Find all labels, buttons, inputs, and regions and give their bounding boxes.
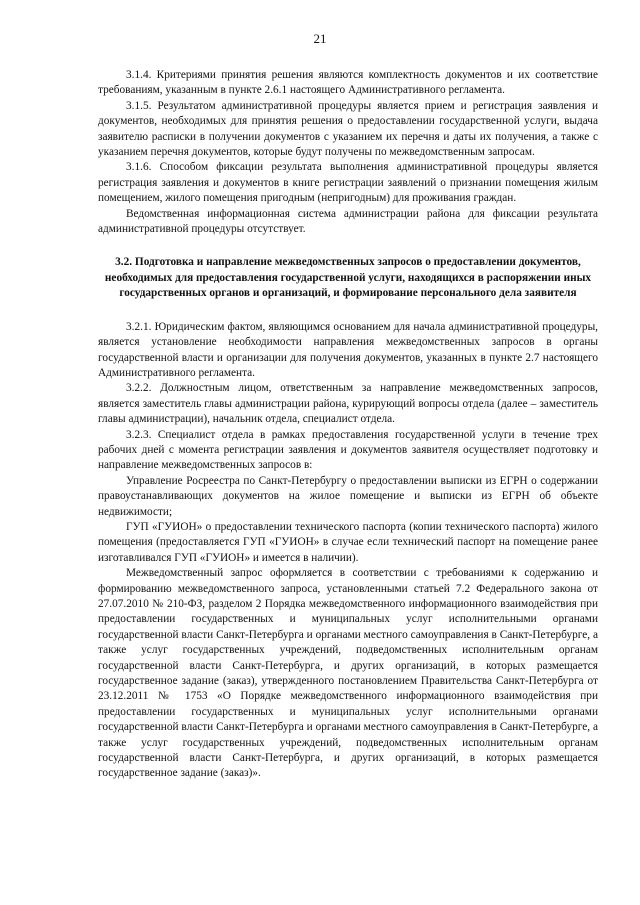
page-number: 21 <box>313 31 327 46</box>
paragraph-rosreestr: Управление Росреестра по Санкт-Петербургу о предоставлении выписки из ЕГРН о содержании правоустанавливающих документов на жилое помещение и выписки из ЕГРН об объекте недвижимости; <box>98 474 598 518</box>
paragraph-3-2-1: 3.2.1. Юридическим фактом, являющимся основанием для начала административной процедуры, является установление необходимости направления межведомственных запросов в органы государственной власти и организации для получения документов, указанных в пункте 2.7 настоящего Административного регламента. <box>98 320 598 379</box>
spacer <box>98 302 598 320</box>
section-heading-3-2: 3.2. Подготовка и направление межведомственных запросов о предоставлении документов, необходимых для предоставления государственной услуги, находящихся в распоряжении иных государственных органов и организаций, и формирование персонального дела заявителя <box>104 256 592 300</box>
paragraph-3-2-3: 3.2.3. Специалист отдела в рамках предоставления государственной услуги в течение трех рабочих дней с момента регистрации заявления и документов заявителя осуществляет подготовку и направление межведомственных запросов в: <box>98 428 598 472</box>
paragraph-information-system: Ведомственная информационная система администрации района для фиксации результата административной процедуры отсутствует. <box>98 207 598 236</box>
paragraph-interagency-request: Межведомственный запрос оформляется в соответствии с требованиями к содержанию и формированию межведомственного запроса, установленными статьей 7.2 Федерального закона от 27.07.2010 № 210-ФЗ, разделом 2 Порядка межведомственного информационного взаимодействия при предоставлении государственных и муниципальных услуг исполнительными органами государственной власти Санкт-Петербурга и органами местного самоуправления в Санкт-Петербурге, а также услуг государственных учреждений, подведомственных исполнительным органам государственной власти Санкт-Петербурга, и других организаций, в которых размещается государственное задание (заказ), утвержденного постановлением Правительства Санкт-Петербурга от 23.12.2011 № 1753 «О Порядке межведомственного информационного взаимодействия при предоставлении государственных и муниципальных услуг исполнительными органами государственной власти Санкт-Петербурга и органами местного самоуправления в Санкт-Петербурге, а также услуг государственных учреждений, подведомственных исполнительным органам государственной власти Санкт-Петербурга, и других организаций, в которых размещается государственное задание (заказ)». <box>98 567 598 780</box>
document-body <box>98 68 598 782</box>
spacer <box>98 237 598 255</box>
paragraph-3-1-4: 3.1.4. Критериями принятия решения являются комплектность документов и их соответствие требованиям, указанным в пункте 2.6.1 настоящего Административного регламента. <box>98 69 598 97</box>
paragraph-3-2-2: 3.2.2. Должностным лицом, ответственным за направление межведомственных запросов, является заместитель главы администрации района, курирующий вопросы отдела (далее – заместитель главы администрации), начальник отдела, специалист отдела. <box>98 382 598 426</box>
paragraph-3-1-5: 3.1.5. Результатом административной процедуры является прием и регистрация заявления и документов, необходимых для принятия решения о предоставлении государственной услуги, выдача заявителю расписки в получении документов с указанием их перечня и даты их получения, а также с указанием перечня документов, которые будут получены по межведомственным запросам. <box>98 99 598 159</box>
paragraph-guion: ГУП «ГУИОН» о предоставлении технического паспорта (копии технического паспорта) жилого помещения (предоставляется ГУП «ГУИОН» в случае если технический паспорт на помещение ранее изготавливался ГУП «ГУИОН» и имеется в наличии). <box>98 520 598 564</box>
paragraph-3-1-6: 3.1.6. Способом фиксации результата выполнения административной процедуры является регистрация заявления и документов в книге регистрации заявлений о признании помещения жилым помещением, жилого помещения пригодным (непригодным) для проживания граждан. <box>98 161 598 205</box>
